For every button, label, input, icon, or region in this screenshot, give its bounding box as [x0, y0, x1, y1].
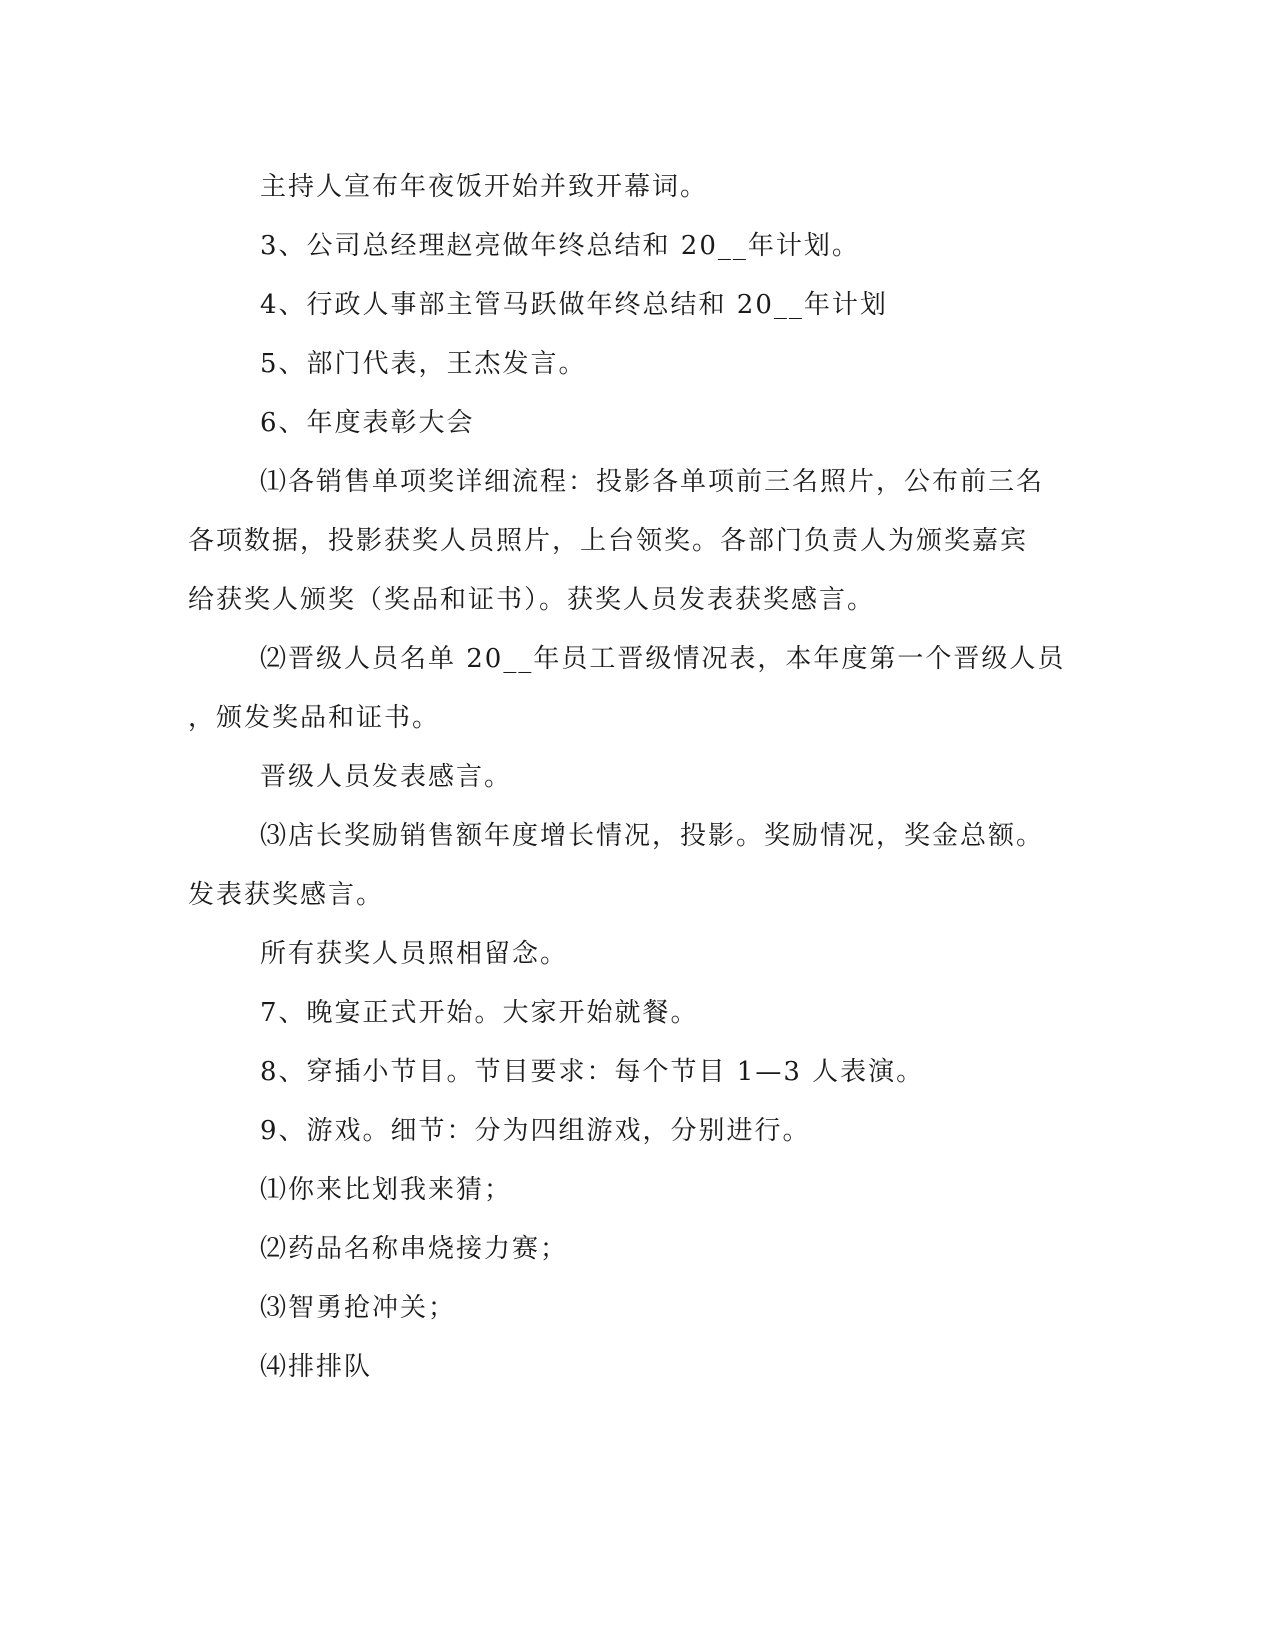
text-line: 5、部门代表，王杰发言。 — [260, 349, 587, 379]
text-line: 所有获奖人员照相留念。 — [260, 939, 569, 969]
text-line: 晋级人员发表感言。 — [260, 762, 513, 792]
text-line: 主持人宣布年夜饭开始并致开幕词。 — [260, 172, 709, 202]
text-line: 7、晚宴正式开始。大家开始就餐。 — [260, 998, 699, 1028]
text-line: ⑵药品名称串烧接力赛； — [260, 1234, 569, 1264]
text-line: ⑶智勇抢冲关； — [260, 1293, 457, 1323]
text-line: 3、公司总经理赵亮做年终总结和 20__年计划。 — [260, 231, 860, 261]
text-line: 发表获奖感言。 — [188, 880, 385, 910]
text-line: ⑷排排队 — [260, 1352, 373, 1382]
text-line: ⑴你来比划我来猜； — [260, 1175, 513, 1205]
text-line: 4、行政人事部主管马跃做年终总结和 20__年计划 — [260, 290, 888, 320]
text-line: 各项数据，投影获奖人员照片，上台领奖。各部门负责人为颁奖嘉宾 — [188, 526, 1029, 556]
text-line: 9、游戏。细节：分为四组游戏，分别进行。 — [260, 1116, 811, 1146]
text-line: ⑶店长奖励销售额年度增长情况，投影。奖励情况，奖金总额。 — [260, 821, 1045, 851]
text-line: 6、年度表彰大会 — [260, 408, 475, 438]
text-line: 给获奖人颁奖（奖品和证书）。获奖人员发表获奖感言。 — [188, 585, 876, 615]
text-line: ，颁发奖品和证书。 — [188, 703, 441, 733]
text-line: ⑴各销售单项奖详细流程：投影各单项前三名照片，公布前三名 — [260, 467, 1045, 497]
text-line: 8、穿插小节目。节目要求：每个节目 1—3 人表演。 — [260, 1057, 925, 1087]
text-line: ⑵晋级人员名单 20__年员工晋级情况表，本年度第一个晋级人员 — [260, 644, 1066, 674]
